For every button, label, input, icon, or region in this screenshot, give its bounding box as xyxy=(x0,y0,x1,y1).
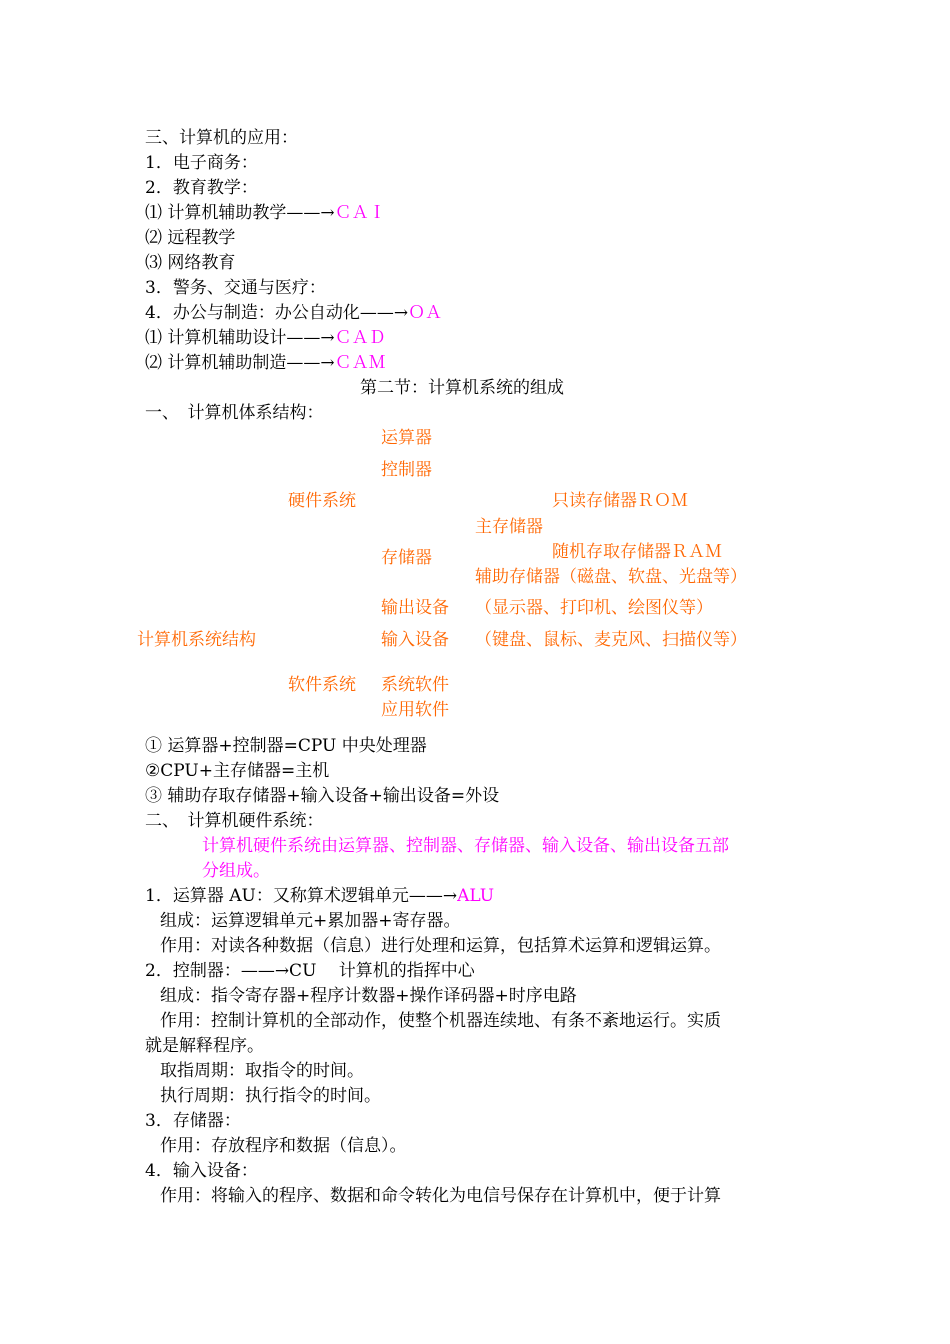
body-text: 作用：控制计算机的全部动作，使整个机器连续地、有条不紊地运行。实质 xyxy=(160,1011,721,1031)
list-item: ⑵ 远程教学 xyxy=(145,228,236,248)
tree-rom: 只读存储器ＲＯＭ xyxy=(552,491,688,511)
note-item: ① 运算器+控制器=CPU 中央处理器 xyxy=(145,736,427,756)
note-item: ②CPU+主存储器=主机 xyxy=(145,761,330,781)
tree-input-examples: （键盘、鼠标、麦克风、扫描仪等） xyxy=(475,630,747,650)
tree-controller: 控制器 xyxy=(381,460,432,480)
list-item: 2．控制器：——→CU 计算机的指挥中心 xyxy=(145,961,475,981)
term-alu: ALU xyxy=(457,886,495,906)
list-item: ⑶ 网络教育 xyxy=(145,253,236,273)
body-text: 执行周期：执行指令的时间。 xyxy=(160,1086,381,1106)
tree-alu: 运算器 xyxy=(381,428,432,448)
item-text: 1．运算器 AU：又称算术逻辑单元——→ xyxy=(145,886,458,906)
tree-aux-memory: 辅助存储器（磁盘、软盘、光盘等） xyxy=(475,567,747,587)
body-text: 就是解释程序。 xyxy=(145,1036,264,1056)
intro-text: 分组成。 xyxy=(202,861,270,881)
intro-text: 计算机硬件系统由运算器、控制器、存储器、输入设备、输出设备五部 xyxy=(202,836,729,856)
list-item xyxy=(145,352,386,374)
tree-hardware: 硬件系统 xyxy=(288,491,356,511)
section-heading: 三、计算机的应用： xyxy=(145,128,298,148)
term-cam: ＣＡＭ xyxy=(334,353,386,373)
subsection-heading: 一、 计算机体系结构： xyxy=(145,403,324,423)
list-item: 1．电子商务： xyxy=(145,153,258,173)
tree-main-memory: 主存储器 xyxy=(475,517,543,537)
list-item xyxy=(145,202,386,224)
tree-app-software: 应用软件 xyxy=(381,700,449,720)
list-item: 4．输入设备： xyxy=(145,1161,258,1181)
list-item: 3．警务、交通与医疗： xyxy=(145,278,326,298)
list-item xyxy=(145,327,386,349)
item-text: ⑴ 计算机辅助教学——→ xyxy=(145,203,335,223)
tree-system-software: 系统软件 xyxy=(381,675,449,695)
tree-output-examples: （显示器、打印机、绘图仪等） xyxy=(475,598,713,618)
list-item xyxy=(145,885,494,907)
body-text: 取指周期：取指令的时间。 xyxy=(160,1061,364,1081)
term-cad: ＣＡＤ xyxy=(334,328,386,348)
chapter-title: 第二节：计算机系统的组成 xyxy=(360,378,564,398)
item-text: 4．办公与制造：办公自动化——→ xyxy=(145,303,409,323)
tree-software: 软件系统 xyxy=(288,675,356,695)
list-item: 3．存储器： xyxy=(145,1111,241,1131)
body-text: 组成：运算逻辑单元+累加器+寄存器。 xyxy=(160,911,461,931)
item-text: ⑴ 计算机辅助设计——→ xyxy=(145,328,335,348)
tree-root: 计算机系统结构 xyxy=(137,630,256,650)
term-oa: ＯＡ xyxy=(408,303,443,323)
body-text: 作用：将输入的程序、数据和命令转化为电信号保存在计算机中，便于计算 xyxy=(160,1186,721,1206)
body-text: 组成：指令寄存器+程序计数器+操作译码器+时序电路 xyxy=(160,986,577,1006)
body-text: 作用：对读各种数据（信息）进行处理和运算，包括算术运算和逻辑运算。 xyxy=(160,936,721,956)
tree-input: 输入设备 xyxy=(381,630,449,650)
list-item xyxy=(145,302,442,324)
tree-output: 输出设备 xyxy=(381,598,449,618)
item-text: ⑵ 计算机辅助制造——→ xyxy=(145,353,335,373)
term-cai: ＣＡＩ xyxy=(334,203,386,223)
subsection-heading: 二、 计算机硬件系统： xyxy=(145,811,324,831)
list-item: 2．教育教学： xyxy=(145,178,258,198)
body-text: 作用：存放程序和数据（信息）。 xyxy=(160,1136,407,1156)
note-item: ③ 辅助存取存储器+输入设备+输出设备=外设 xyxy=(145,786,500,806)
tree-memory: 存储器 xyxy=(381,548,432,568)
tree-ram: 随机存取存储器ＲＡＭ xyxy=(552,542,722,562)
